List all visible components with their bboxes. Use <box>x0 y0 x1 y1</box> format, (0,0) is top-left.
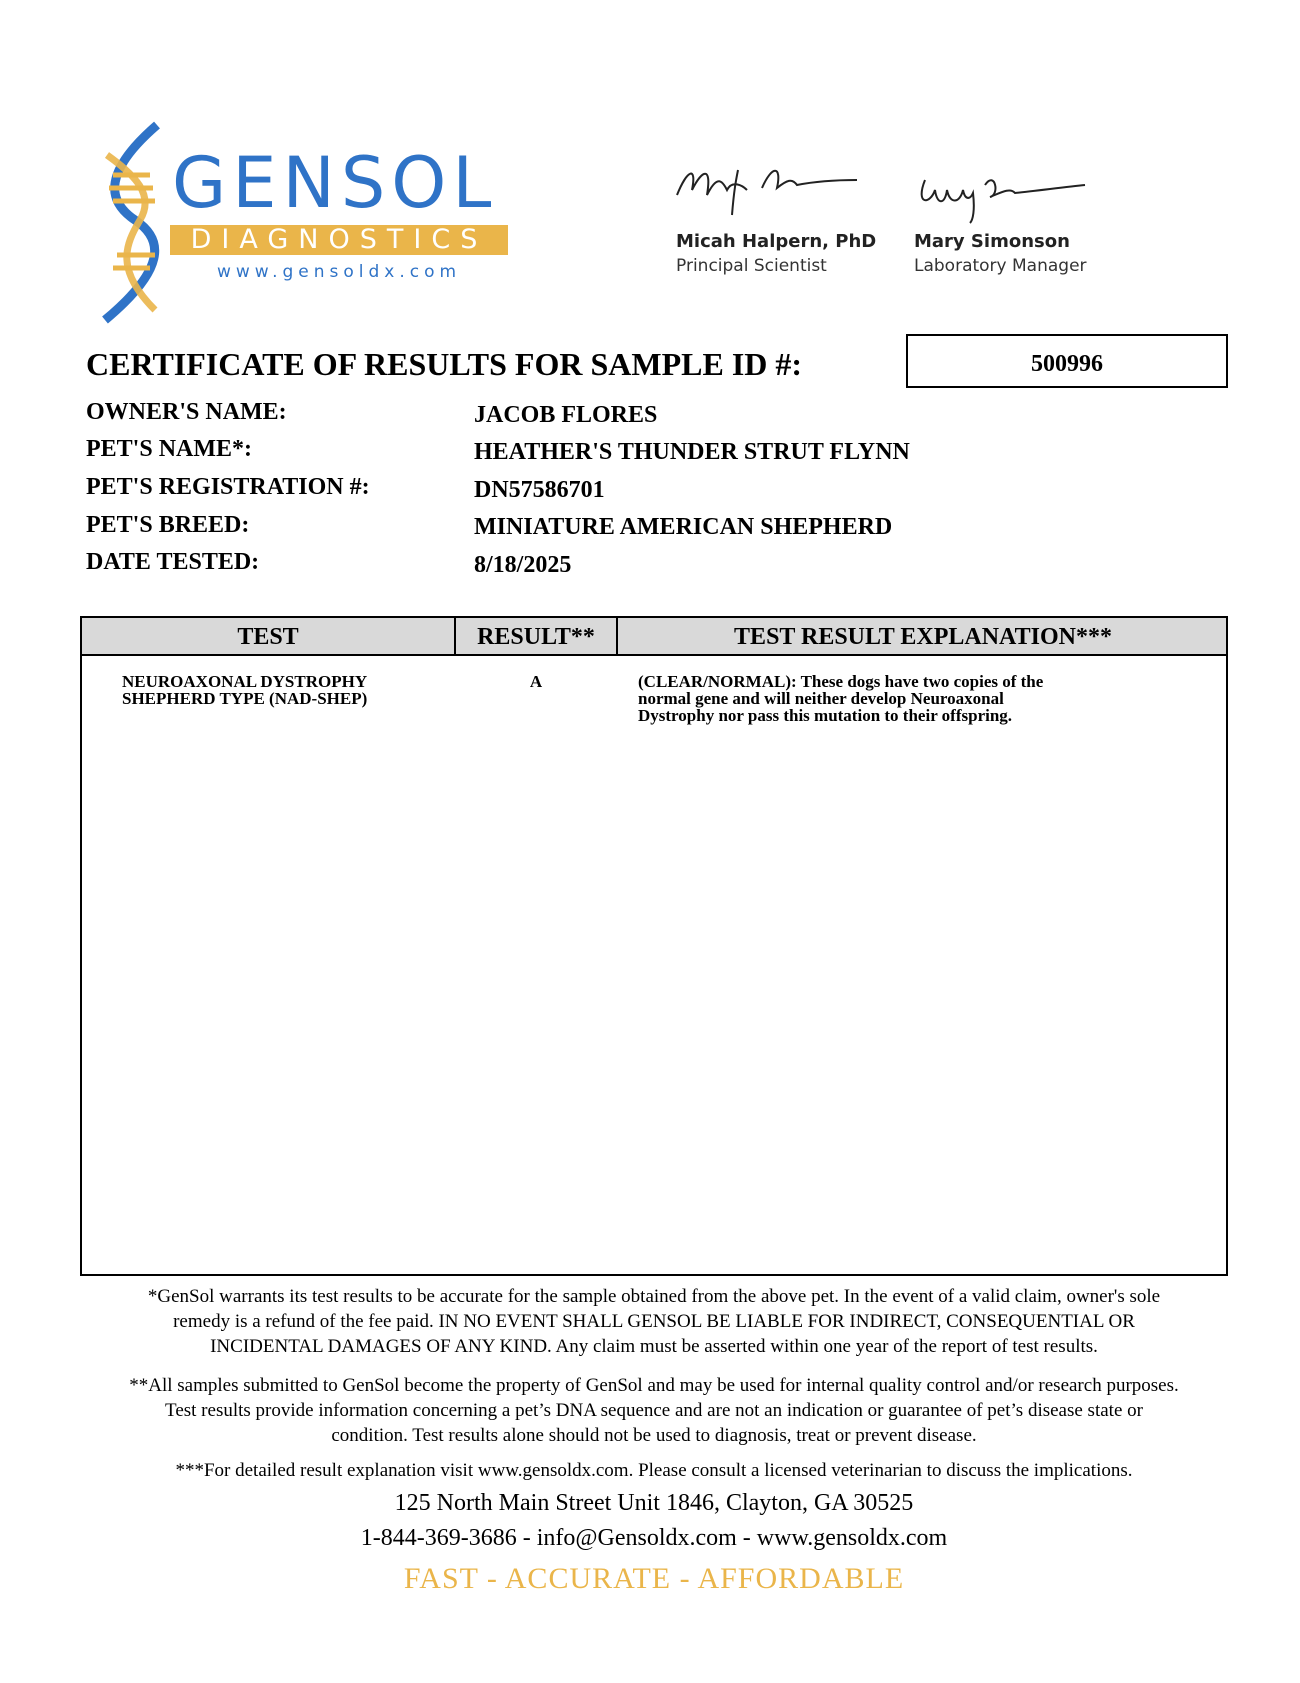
dna-helix-icon <box>95 120 175 325</box>
date-tested-value: 8/18/2025 <box>474 552 572 578</box>
company-tagline: FAST - ACCURATE - AFFORDABLE <box>403 1562 905 1595</box>
signatory-title: Principal Scientist <box>676 256 827 276</box>
header-explanation: TEST RESULT EXPLANATION*** <box>734 624 1112 650</box>
signature-halpern <box>672 160 862 220</box>
table-header <box>82 618 1226 656</box>
logo-wordmark: GENSOL <box>172 142 498 224</box>
explanation-line: normal gene and will neither develop Neuroaxonal <box>638 689 1004 708</box>
explanation-line: Dystrophy nor pass this mutation to their offspring. <box>638 706 1013 725</box>
warranty-note-line: *GenSol warrants its test results to be accurate for the sample obtained from the above pet. In the event of a valid claim, owner's sole <box>147 1286 1161 1307</box>
header-test: TEST <box>237 624 299 650</box>
date-tested-label: DATE TESTED: <box>86 549 260 575</box>
warranty-note-line: remedy is a refund of the fee paid. IN NO EVENT SHALL GENSOL BE LIABLE FOR INDIRECT, CONSEQUENTIAL OR <box>173 1311 1135 1332</box>
pet-name-value: HEATHER'S THUNDER STRUT FLYNN <box>474 439 910 465</box>
breed-value: MINIATURE AMERICAN SHEPHERD <box>474 514 893 540</box>
company-address: 125 North Main Street Unit 1846, Clayton, GA 30525 <box>394 1490 914 1516</box>
logo-url: www.gensoldx.com <box>216 262 462 282</box>
header-result: RESULT** <box>477 624 595 650</box>
samples-note-line: condition. Test results alone should not be used to diagnosis, treat or prevent disease. <box>331 1425 977 1446</box>
test-name-line: SHEPHERD TYPE (NAD-SHEP) <box>122 689 368 708</box>
samples-note-line: **All samples submitted to GenSol become the property of GenSol and may be used for internal quality control and/or research purposes. <box>129 1375 1179 1396</box>
breed-label: PET'S BREED: <box>86 512 250 538</box>
signatory-name: Mary Simonson <box>914 231 1070 252</box>
signature-simonson <box>915 165 1090 225</box>
certificate-title: CERTIFICATE OF RESULTS FOR SAMPLE ID #: <box>86 346 803 382</box>
warranty-note-line: INCIDENTAL DAMAGES OF ANY KIND. Any claim must be asserted within one year of the report of test results. <box>210 1336 1098 1357</box>
signatory-name: Micah Halpern, PhD <box>676 231 877 252</box>
signatory-title: Laboratory Manager <box>914 256 1087 276</box>
samples-note-line: Test results provide information concerning a pet’s DNA sequence and are not an indication or guarantee of pet’s disease state or <box>165 1400 1143 1421</box>
registration-value: DN57586701 <box>474 477 605 503</box>
company-contact: 1-844-369-3686 - info@Gensoldx.com - www.gensoldx.com <box>360 1525 948 1551</box>
logo-subtitle: DIAGNOSTICS <box>170 225 508 255</box>
pet-name-label: PET'S NAME*: <box>86 436 253 462</box>
sample-id-box: 500996 <box>906 334 1228 388</box>
explanation-line: (CLEAR/NORMAL): These dogs have two copies of the <box>638 672 1044 691</box>
registration-label: PET'S REGISTRATION #: <box>86 474 370 500</box>
owner-name-value: JACOB FLORES <box>474 402 658 428</box>
explanation-note: ***For detailed result explanation visit www.gensoldx.com. Please consult a licensed veterinarian to discuss the implications. <box>175 1460 1133 1481</box>
owner-name-label: OWNER'S NAME: <box>86 399 287 425</box>
test-name-line: NEUROAXONAL DYSTROPHY <box>122 672 368 691</box>
results-table <box>80 616 1228 1276</box>
test-result: A <box>529 672 543 691</box>
